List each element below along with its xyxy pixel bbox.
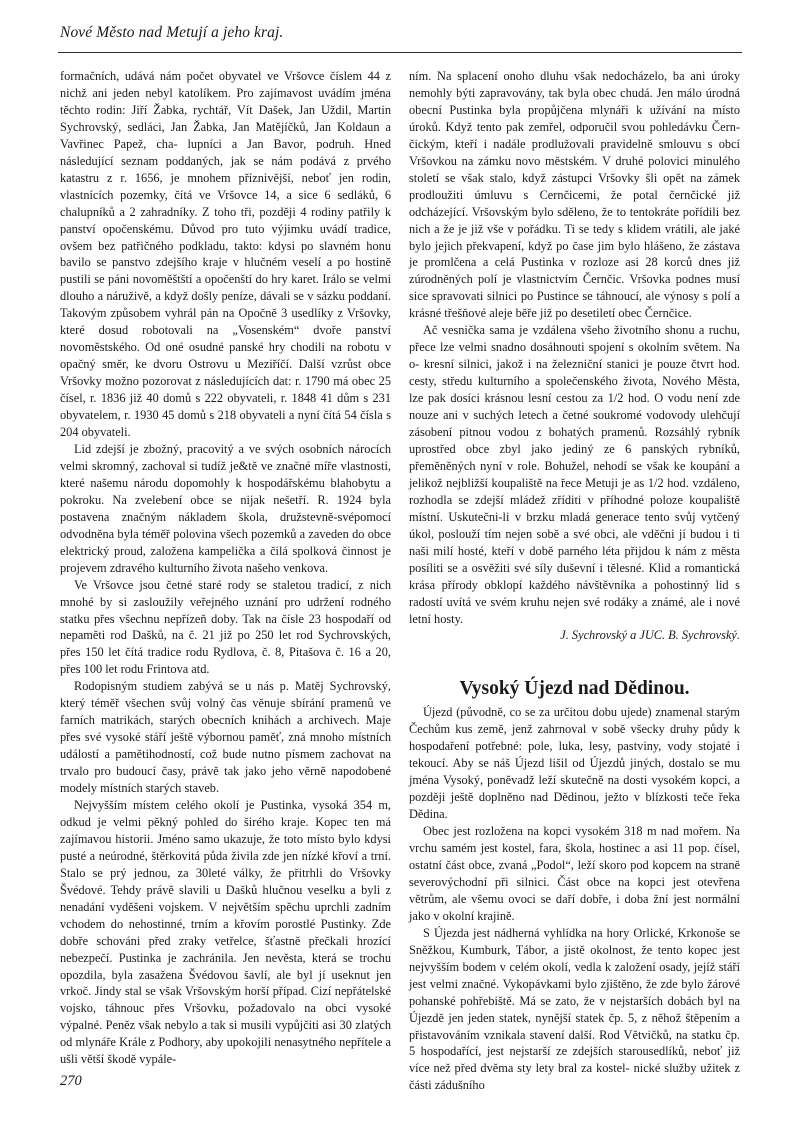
paragraph: formačních, udává nám počet obyvatel ve Vršovce číslem 44 z nichž ani jeden nebyl katolíkem. Pro zajímavost uvádím jména těchto rodin: Jiří Žabka, rychtář, Vít Dašek, Jan Uždil, Martin Sychrovský, sedláci, Jan Žabka, Jan Matějíčků, Jan Koldaun a Vavřinec Papež, cha- lupníci a Jan Bavor, podruh. Hned následující seznam poddaných, jak se nám podává z prvého katastru z r. 1656, je mnohem příznivější, neboť jen rodin, vlastnících pozemky, čítá ve Vršovce 14, a sice 6 sedláků, 6 chalupníků a 2 zahradníky. Z toho tři, později 4 rodiny patřily k panství opočenskému. Důvod pro tuto výjimku uvádí tradice, ovšem bez patřičného podkladu, takto: kdysi po slavném honu bavilo se panstvo zdejšího kraje v hlučném veselí a po hostině pustili se páni novoměštští a opočenští do hry karet. Irálo se velmi dlouho a náruživě, a když došly peníze, dávali se v sázku poddaní. Takovým způsobem vyhrál pán na Opočně 3 usedlíky z Vršovky, které dosud robotovali na „Vosenském“ dvoře panství novoměstského. Od oné osudné panské hry chodili na robotu v opačný směr, ke dvoru Ostrovu u Meziříčí. Další vzrůst obce Vršovky možno pozorovat z následujících dat: r. 1790 má obec 25 čísel, r. 1836 již 40 domů s 222 obyvateli, r. 1848 41 dům s 231 obyvatelem, r. 1930 45 domů s 218 obyvateli a nyní čítá 54 čísla s 204 obyvateli. — [60, 69, 391, 440]
right-column — [409, 68, 740, 1094]
paragraph: Rodopisným studiem zabývá se u nás p. Matěj Sychrovský, který téměř všechen svůj volný čas věnuje sbírání pramenů ve farních matrikách, starých obecních knihách a archivech. Maje přes své vysoké stáří ještě výbornou paměť, zná mnoho místních událostí a pamětihodností, což bude nutno písmem zachovat na trvalo pro budoucí časy, právě tak jako jeho věrně napodobené modely místních starých staveb. — [60, 679, 391, 796]
author-signature: J. Sychrovský a JUC. B. Sychrovský. — [560, 628, 740, 643]
page-number: 270 — [60, 1073, 82, 1089]
running-head: Nové Město nad Metují a jeho kraj. — [60, 24, 284, 41]
paragraph: Lid zdejší je zbožný, pracovitý a ve svých osobních nárocích velmi skromný, zachoval si tudíž je&tě ve značné míře vlastnosti, které našemu národu dopomohly k hospodářskému blahobytu a pokroku. Na zvelebení obce se nijak nešetří. R. 1924 byla postavena značným nákladem škola, družstevně-svépomocí odvodněna byla téměř polovina všech pozemků a zaveden do obce elektrický proud, založena kampelička a čilá spolková činnost je projevem zdravého kulturního života našeho venkova. — [60, 441, 391, 575]
paragraph: Ve Vršovce jsou četné staré rody se staletou tradicí, z nich mnohé by si zasloužily veřejného uznání pro udržení rodného statku přes všechnu nepřízeň doby. Tak na čísle 23 hospodaří od nepaměti rod Dašků, na č. 21 již po 250 let rod Sychrovských, přes 150 let čítá tradice rodu Rydlova, č. 8, Pitašova č. 16 a 20, přes 100 let rodu Frintova atd. — [60, 577, 391, 677]
paragraph: Ač vesnička sama je vzdálena všeho životního shonu a ruchu, přece lze velmi snadno dosáhnouti spojení s okolním světem. Na o- kresní silnici, jakož i na železniční stanici je pouze čtvrt hod. cesty, středu kulturního a společenského života, Nového Města, lze pak dosíci krásnou lesní cestou za 1/2 hod. O vodu není zde nouze ani v suchých letech a četné soukromé vodovody ulehčují zásobení pitnou vodou z bohatých pramenů. Rozsáhlý rybník uprostřed obce zbyl jako jediný ze 6 panských rybníků, přeměněných nyní v role. Bohužel, nehodí se však ke koupání a jelikož nejbližší koupaliště na řece Metuji je as 1/2 hod. vzdáleno, rozhodla se zdejší mládež zříditi v příhodné poloze koupaliště místní. Uskutečni-li v brzku mladá generace tento svůj vytčený úkol, poslouží tím nejen sobě a své obci, ale vděčni jí budou i ti naši milí hosté, kteří v době parného léta přijdou k nám z města posíliti se a osvěžiti své síly duševní i tělesné. Klid a romantická krása přírody obklopí každého návštěvníka a pohostinný lid s radostí uvítá ve svém kruhu nejen své rodáky a známé, ale i nové letní hosty. — [409, 323, 740, 626]
paragraph: ním. Na splacení onoho dluhu však nedocházelo, ba ani úroky nemohly býti zapravovány, tak byla obec chudá. Jen málo úrodná obecní Pustinka byla propůjčena mlynáři k užívání na místo úroků. Když tento pak zemřel, odporučil svou pohledávku Čern- čickým, kteří i nadále prodlužovali pravidelně smlouvu s obcí Vršovkou na zámku novo městském. V druhé polovici minulého století se však stalo, když zástupci Vršovky šli opět na zámek prodloužiti úmluvu s Cernčicemi, že potal černčické již odcházející. Vršovským bylo sděleno, že to tentokráte pořídili bez nich a že je již vše v pořádku. Ti se tedy s klidem vrátili, ale jaké bylo jejich překvapení, když po čase jim bylo hlášeno, že zástava je promlčena a celá Pustinka v rozloze asi 28 korců dnes již zúrodněných polí je vlastnictvím Černčic. Vršovka podnes musí sice spravovati silnici po Pustince se táhnoucí, ale výnosy s polí a krásné třešňové aleje běře již po desetiletí obec Černčice. — [409, 69, 740, 321]
paragraph: Nejvyšším místem celého okolí je Pustinka, vysoká 354 m, odkud je velmi pěkný pohled do širého kraje. Kopec ten má zajímavou historii. Jméno samo ukazuje, že toto místo bylo kdysi pusté a neúrodné, štěrkovitá půda živila zde jen nízké křoví a trní. Stalo se prý jednou, za 30leté války, že přitrhli do Vršovky Švédové. Tehdy právě slavili u Dašků hlučnou veselku a byli z nenadání vyděšeni vojskem. V největším spěchu uprchli zadním vchodem do nehostinné, trním a křovím porostlé Pustinky. Zde dobře schováni před zraky vetřelce, šťastně přečkali hrozící nebezpečí. Pustinka je zachránila. Jen nevěsta, která se trochu opozdila, byla zasažena Švédovou šavlí, ale byl jí useknut jen vrkoč. Jindy stal se však Vršovským horší případ. Cizí nepřátelské vojsko, táhnouc přes Vršovku, požadovalo na obci vysoké výpalné. Peněz však nebylo a tak si musili vypůjčiti asi 30 zlatých od mlynáře Krále z Podhory, aby upokojili nenasytného nepřítele a ušli větší škodě vypále- — [60, 797, 391, 1067]
paragraph: Újezd (původně, co se za určitou dobu ujede) znamenal starým Čechům kus země, jenž zahrnoval v sobě všecky druhy půdy k hospodaření potřebné: pole, luka, lesy, pastviny, vody stojaté i tekoucí. Aby se náš Újezd lišil od Újezdů jiných, dostalo se mu jména Vysoký, poněvadž leží skutečně na dosti vysokém kopci, a později ještě doplněno nad Dědinou, ježto v blízkosti teče řeka Dědina. — [409, 705, 740, 822]
header-rule — [58, 52, 742, 53]
paragraph: Obec jest rozložena na kopci vysokém 318 m nad mořem. Na vrchu samém jest kostel, fara, škola, hostinec a asi 11 pop. čísel, ostatní část obce, zvaná „Podol“, leží skoro pod kopcem na straně severovýchodní při silnici. Část obce na kopci jest otevřena větrům, ale všemu ovoci se daří dobře, i doba žní jest normální jako v okolní krajině. — [409, 824, 740, 923]
left-column — [60, 68, 391, 1068]
section-heading: Vysoký Újezd nad Dědinou. — [459, 678, 690, 700]
paragraph: S Újezda jest nádherná vyhlídka na hory Orlické, Krkonoše se Sněžkou, Kumburk, Tábor, a jistě okolnost, že tento kopec jest nejvyšším bodem v celém okolí, vedla k založení osady, jejíž stáří jest velmi značné. Vykopávkami bylo zjištěno, že zde bylo žárové pohanské pohřebiště. Má se zato, že v nejstarších dobách byl na Újezdě jen jeden statek, nynější statek čp. 5, z něhož štěpením a přistavováním vznikala stavení další. Rod Větvičků, na statku čp. 5 hospodařící, jest nejstarší ze zdejších starousedlíků, neboť již více než před dvěma sty lety bral za kostel- nické služby užitek z části zádušního — [409, 925, 740, 1093]
